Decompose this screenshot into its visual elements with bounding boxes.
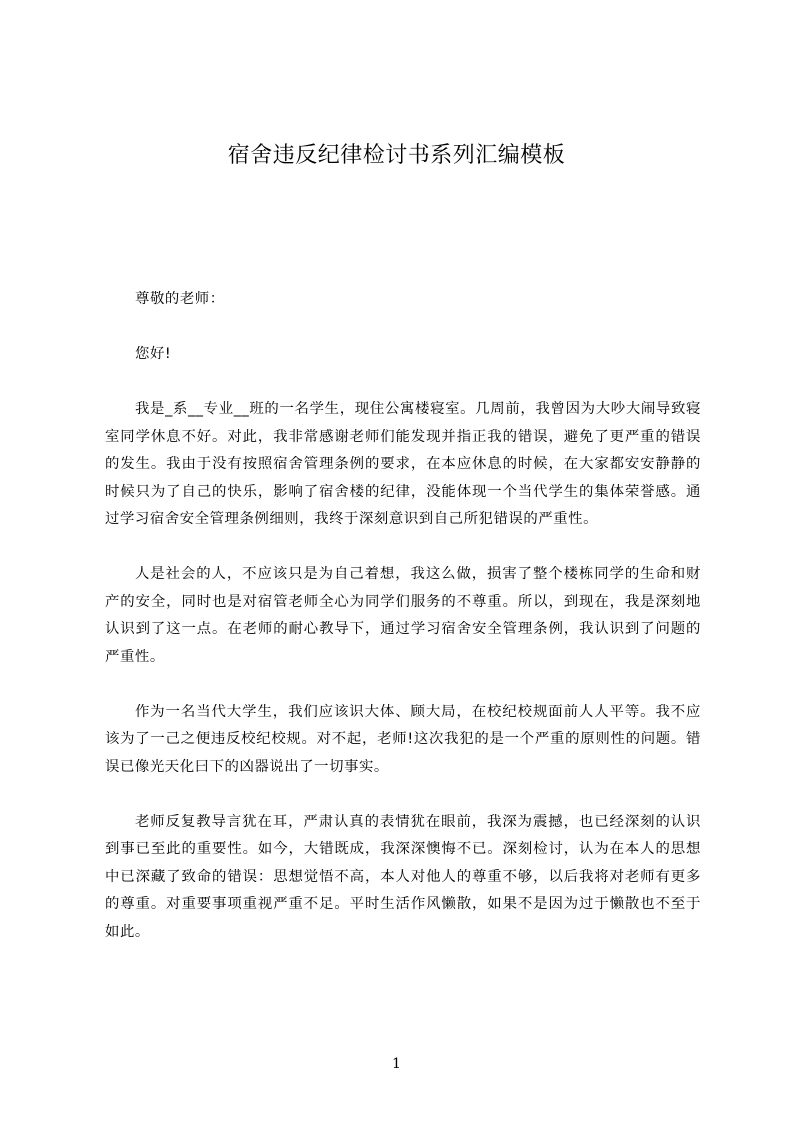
document-title: 宿舍违反纪律检讨书系列汇编模板 (227, 143, 566, 168)
paragraph-1: 我是_系__专业__班的一名学生，现住公寓楼寝室。几周前，我曾因为大吵大闹导致寝室同学休息不好。对此，我非常感谢老师们能发现并指正我的错误，避免了更严重的错误的发生。我由于没有按照宿舍管理条例的要求，在本应休息的时候，在大家都安安静静的时候只为了自己的快乐，影响了宿舍楼的纪律，没能体现一个当代学生的集体荣誉感。通过学习宿舍安全管理条例细则，我终于深刻意识到自己所犯错误的严重性。 (105, 401, 701, 527)
page-number: 1 (392, 1056, 401, 1072)
salutation: 尊敬的老师： (135, 291, 225, 307)
paragraph-3: 作为一名当代大学生，我们应该识大体、顾大局，在校纪校规面前人人平等。我不应该为了一己之便违反校纪校规。对不起，老师!这次我犯的是一个严重的原则性的问题。错误已像光天化曰下的凶器说出了一切事实。 (105, 703, 701, 775)
paragraph-2: 人是社会的人，不应该只是为自己着想，我这么做，损害了整个楼栋同学的生命和财产的安全，同时也是对宿管老师全心为同学们服务的不尊重。所以，到现在，我是深刻地认识到了这一点。在老师的耐心教导下，通过学习宿舍安全管理条例，我认识到了问题的严重性。 (105, 566, 701, 665)
greeting: 您好! (135, 346, 172, 362)
document-body (105, 286, 701, 974)
paragraph-4: 老师反复教导言犹在耳，严肃认真的表情犹在眼前，我深为震撼，也已经深刻的认识到事已至此的重要性。如今，大错既成，我深深懊悔不已。深刻检讨，认为在本人的思想中已深藏了致命的错误：思想觉悟不高，本人对他人的尊重不够，以后我将对老师有更多的尊重。对重要事项重视严重不足。平时生活作风懒散，如果不是因为过于懒散也不至于如此。 (105, 813, 701, 940)
